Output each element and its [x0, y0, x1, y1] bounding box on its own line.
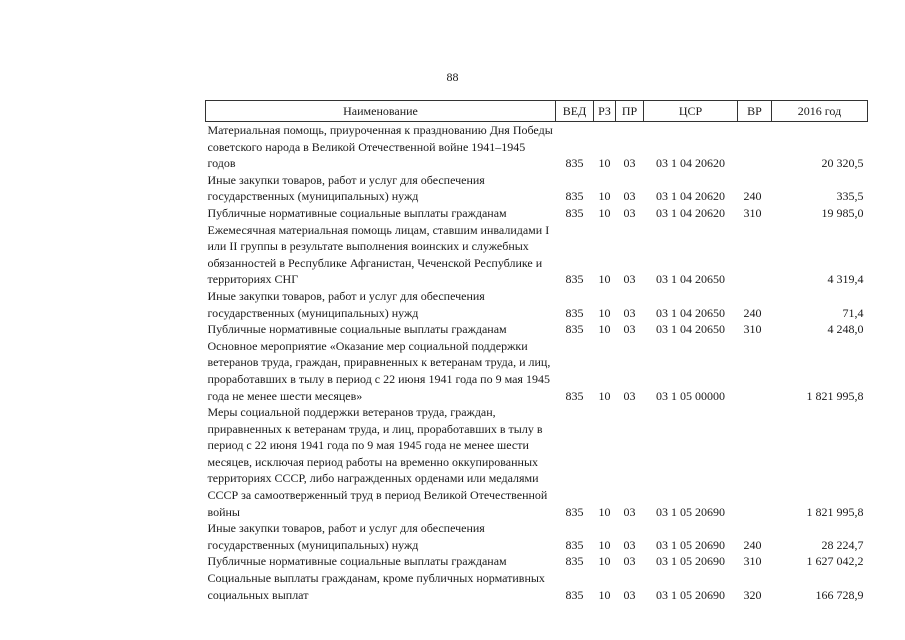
- row-csr: 03 1 04 20650: [656, 322, 725, 337]
- row-vr: 240: [743, 189, 762, 204]
- row-name: Материальная помощь, приуроченная к празднованию Дня Победы советского народа в Великой Отечественной войне 1941–1945 годов: [207, 123, 553, 171]
- row-rz: 10: [598, 554, 611, 569]
- row-pr: 03: [623, 388, 636, 403]
- row-vr: [738, 338, 772, 404]
- row-name: Основное мероприятие «Оказание мер социальной поддержки ветеранов труда, граждан, приравненных к ветеранам труда, и лиц, проработавших в тылу в период с 22 июня 1941 года по 9 мая 1945 года не менее шести месяцев»: [207, 338, 551, 403]
- table-row: [206, 288, 868, 321]
- row-ved: 835: [565, 587, 584, 602]
- row-vr: 240: [743, 537, 762, 552]
- row-ved: 835: [565, 322, 584, 337]
- row-ved: 835: [565, 272, 584, 287]
- table-row: [206, 205, 868, 222]
- header-pr: ПР: [616, 101, 644, 122]
- row-pr: 03: [623, 272, 636, 287]
- row-pr: 03: [623, 189, 636, 204]
- row-vr: [738, 404, 772, 520]
- table-row: [206, 172, 868, 205]
- row-sum: 71,4: [842, 305, 864, 320]
- row-pr: 03: [623, 322, 636, 337]
- row-pr: 03: [623, 587, 636, 602]
- row-rz: 10: [598, 587, 611, 602]
- row-sum: 20 320,5: [821, 156, 864, 171]
- row-ved: 835: [565, 388, 584, 403]
- row-csr: 03 1 04 20650: [656, 305, 725, 320]
- table-row: [206, 570, 868, 603]
- row-ved: 835: [565, 554, 584, 569]
- table-row: [206, 553, 868, 570]
- row-ved: 835: [565, 537, 584, 552]
- row-vr: 310: [743, 322, 762, 337]
- row-csr: 03 1 04 20620: [656, 156, 725, 171]
- table-row: [206, 222, 868, 288]
- row-rz: 10: [598, 156, 611, 171]
- row-pr: 03: [623, 504, 636, 519]
- row-pr: 03: [623, 554, 636, 569]
- row-sum: 4 248,0: [827, 322, 864, 337]
- table-row: [206, 122, 868, 172]
- row-sum: 335,5: [836, 189, 864, 204]
- row-ved: 835: [565, 205, 584, 220]
- row-name: Публичные нормативные социальные выплаты гражданам: [207, 205, 507, 220]
- row-sum: 166 728,9: [815, 587, 864, 602]
- table-row: [206, 404, 868, 520]
- page-number: 88: [446, 70, 459, 84]
- table-row: [206, 520, 868, 553]
- row-rz: 10: [598, 189, 611, 204]
- header-rz: РЗ: [594, 101, 616, 122]
- row-rz: 10: [598, 504, 611, 519]
- row-vr: 240: [743, 305, 762, 320]
- row-rz: 10: [598, 305, 611, 320]
- row-csr: 03 1 04 20620: [656, 189, 725, 204]
- row-sum: 28 224,7: [821, 537, 864, 552]
- table-row: [206, 338, 868, 404]
- row-sum: 1 627 042,2: [806, 554, 864, 569]
- row-csr: 03 1 05 20690: [656, 554, 725, 569]
- header-year: 2016 год: [772, 101, 868, 122]
- row-name: Иные закупки товаров, работ и услуг для обеспечения государственных (муниципальных) нужд: [207, 521, 485, 552]
- row-vr: [738, 222, 772, 288]
- row-vr: 320: [743, 587, 762, 602]
- row-rz: 10: [598, 205, 611, 220]
- row-name: Меры социальной поддержки ветеранов труда, граждан, приравненных к ветеранам труда, и лиц, проработавших в тылу в период с 22 июня 1941 года по 9 мая 1945 года не менее шести месяцев, исключая период работы на временно оккупированных территориях СССР, либо награжденных орденами или медалями СССР за самоотверженный труд в период Великой Отечественной войны: [207, 405, 548, 519]
- row-rz: 10: [598, 272, 611, 287]
- header-csr: ЦСР: [644, 101, 738, 122]
- row-name: Публичные нормативные социальные выплаты гражданам: [207, 554, 507, 569]
- row-pr: 03: [623, 305, 636, 320]
- row-vr: [738, 122, 772, 172]
- row-csr: 03 1 05 00000: [656, 388, 725, 403]
- row-sum: 4 319,4: [827, 272, 864, 287]
- budget-table: [205, 100, 868, 603]
- row-csr: 03 1 04 20650: [656, 272, 725, 287]
- table-body: [206, 122, 868, 604]
- row-name: Иные закупки товаров, работ и услуг для обеспечения государственных (муниципальных) нужд: [207, 288, 485, 320]
- row-rz: 10: [598, 388, 611, 403]
- row-name: Социальные выплаты гражданам, кроме публичных нормативных социальных выплат: [207, 571, 545, 602]
- row-csr: 03 1 05 20690: [656, 537, 725, 552]
- row-ved: 835: [565, 189, 584, 204]
- row-csr: 03 1 05 20690: [656, 587, 725, 602]
- row-pr: 03: [623, 537, 636, 552]
- header-name: Наименование: [206, 101, 556, 122]
- header-vr: ВР: [738, 101, 772, 122]
- row-pr: 03: [623, 205, 636, 220]
- row-name: Публичные нормативные социальные выплаты гражданам: [207, 322, 507, 337]
- row-rz: 10: [598, 537, 611, 552]
- row-name: Ежемесячная материальная помощь лицам, ставшим инвалидами I или II группы в результате выполнения воинских и служебных обязанностей в Республике Афганистан, Чеченской Республике и территориях СНГ: [207, 222, 550, 287]
- table-row: [206, 321, 868, 338]
- row-ved: 835: [565, 305, 584, 320]
- row-csr: 03 1 05 20690: [656, 504, 725, 519]
- row-pr: 03: [623, 156, 636, 171]
- row-sum: 19 985,0: [821, 205, 864, 220]
- header-ved: ВЕД: [556, 101, 594, 122]
- row-vr: 310: [743, 205, 762, 220]
- row-rz: 10: [598, 322, 611, 337]
- row-sum: 1 821 995,8: [806, 504, 864, 519]
- row-ved: 835: [565, 156, 584, 171]
- row-sum: 1 821 995,8: [806, 388, 864, 403]
- table-header-row: [206, 101, 868, 122]
- row-vr: 310: [743, 554, 762, 569]
- row-name: Иные закупки товаров, работ и услуг для обеспечения государственных (муниципальных) нужд: [207, 172, 485, 204]
- row-ved: 835: [565, 504, 584, 519]
- row-csr: 03 1 04 20620: [656, 205, 725, 220]
